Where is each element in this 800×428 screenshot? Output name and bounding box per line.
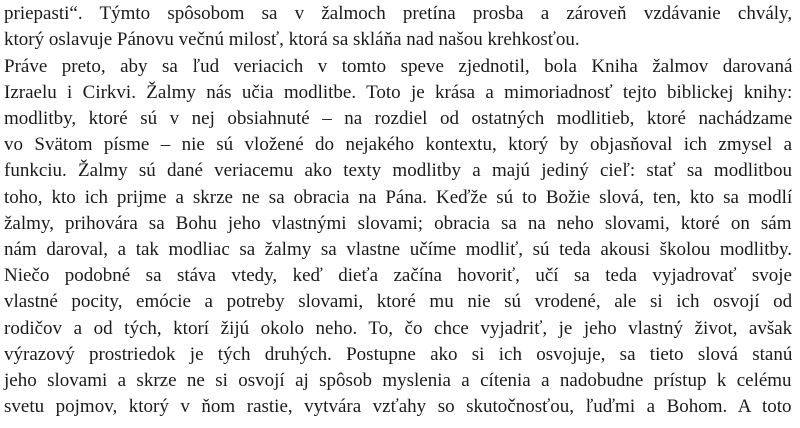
text-line-10: nám daroval, a tak modliac sa žalmy sa vlastne učíme modliť, sú teda akousi školou modlitby. (4, 239, 793, 260)
text-line-15: jeho slovami a skrze ne si osvojí aj spôsob myslenia a cítenia a nadobudne prístup k celému (4, 370, 792, 391)
text-line-11: Niečo podobné sa stáva vtedy, keď dieťa začína hovoriť, učí sa teda vyjadrovať svoje (4, 265, 792, 286)
text-line-7: funkciu. Žalmy sú dané veriacemu ako texty modlitby a majú jediný cieľ: stať sa modlitbou (4, 160, 793, 181)
scanned-page-text (4, 0, 794, 428)
text-line-3: Práve preto, aby sa ľud veriacich v tomto speve zjednotil, bola Kniha žalmov darovaná (4, 56, 793, 77)
text-line-12: vlastné pocity, emócie a potreby slovami, ktoré mu nie sú vrodené, ale si ich osvojí od (4, 291, 793, 312)
text-line-16: svetu pojmov, ktorý v ňom rastie, vytvára vzťahy so skutočnosťou, ľuďmi a Bohom. A toto (4, 396, 792, 417)
text-line-4: Izraelu i Cirkvi. Žalmy nás učia modlitbe. Toto je krása a mimoriadnosť tejto biblickej knihy: (4, 82, 793, 103)
text-line-5: modlitby, ktoré sú v nej obsiahnuté – na rozdiel od ostatných modlitieb, ktoré nachádzame (4, 108, 793, 129)
text-line-6: vo Svätom písme – nie sú vložené do nejakého kontextu, ktorý by objasňoval ich zmysel a (4, 134, 793, 155)
text-line-9: žalmy, prihovára sa Bohu jeho vlastnými slovami; obracia sa na neho slovami, ktoré on sám (4, 213, 792, 234)
text-line-2: ktorý oslavuje Pánovu večnú milosť, ktorá sa skláňa nad našou krehkosťou. (4, 29, 580, 50)
text-line-1: priepasti“. Týmto spôsobom sa v žalmoch pretína prosba a zároveň vzdávanie chvály, (4, 3, 793, 24)
text-line-13: rodičov a od tých, ktorí žijú okolo neho. To, čo chce vyjadriť, je jeho vlastný život, avšak (4, 318, 793, 339)
text-line-14: výrazový prostriedok je tých druhých. Postupne ako si ich osvojuje, sa tieto slová stanú (4, 344, 793, 365)
text-line-8: toho, kto ich prijme a skrze ne sa obracia na Pána. Keďže sú to Božie slová, ten, kto sa modlí (4, 187, 793, 208)
